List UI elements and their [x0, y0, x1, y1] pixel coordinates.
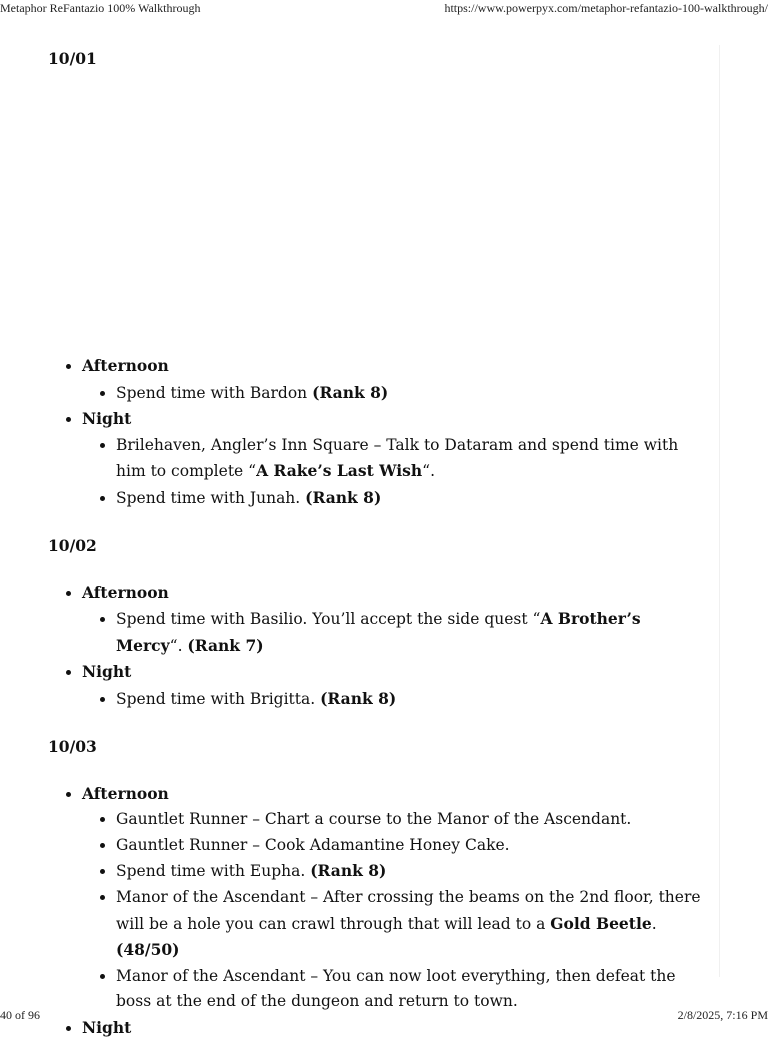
task-list	[82, 606, 708, 659]
task-text: Manor of the Ascendant – You can now loot everything, then defeat the boss at the end of the dungeon and return to town.	[116, 966, 676, 1011]
period-item	[82, 353, 708, 406]
quest-name: A Rake’s Last Wish	[256, 461, 423, 481]
task-text: Spend time with Basilio. You’ll accept the side quest “	[116, 610, 541, 629]
period-list	[48, 781, 708, 1041]
date-heading: 10/03	[48, 736, 97, 756]
period-label: Afternoon	[82, 582, 169, 602]
collectible-count: (48/50)	[116, 940, 180, 960]
rank-badge: (Rank 8)	[312, 382, 389, 402]
period-item	[82, 580, 708, 660]
task-item	[116, 380, 708, 407]
task-item	[116, 686, 708, 713]
task-item	[116, 433, 708, 485]
print-datetime: 2/8/2025, 7:16 PM	[677, 1008, 768, 1022]
ad-placeholder	[48, 73, 708, 353]
date-heading: 10/01	[48, 49, 97, 68]
section-spacer	[48, 761, 708, 781]
period-label: Night	[82, 1017, 132, 1037]
task-text-tail: .	[651, 914, 657, 933]
task-item	[116, 807, 708, 833]
quest-name: A Brother’s Mercy	[116, 609, 641, 655]
print-header-title: Metaphor ReFantazio 100% Walkthrough	[0, 1, 201, 15]
rank-badge: (Rank 8)	[310, 861, 387, 881]
rank-badge: (Rank 8)	[305, 487, 382, 507]
task-item	[116, 485, 708, 512]
task-text: Spend time with Brigitta.	[116, 689, 321, 708]
section-spacer	[48, 713, 708, 733]
period-label: Afternoon	[82, 783, 169, 803]
task-list	[82, 686, 708, 713]
task-list	[82, 433, 708, 512]
page-number: 40 of 96	[0, 1008, 40, 1022]
task-item	[116, 885, 708, 964]
print-footer	[0, 1006, 768, 1024]
task-text: Gauntlet Runner – Chart a course to the Manor of the Ascendant.	[116, 810, 632, 829]
print-header-url: https://www.powerpyx.com/metaphor-refantazio-100-walkthrough/	[444, 1, 768, 15]
section-spacer	[48, 512, 708, 532]
period-item	[82, 781, 708, 1015]
rank-badge: (Rank 8)	[320, 688, 397, 708]
task-list	[82, 380, 708, 407]
task-text: Spend time with Eupha.	[116, 862, 311, 881]
task-text: Brilehaven, Angler’s Inn Square – Talk to Dataram and spend time with him to complete “	[116, 435, 679, 481]
task-text: Spend time with Junah.	[116, 488, 306, 507]
task-text-tail: “.	[422, 462, 436, 481]
period-list	[48, 353, 708, 512]
print-header	[0, 0, 768, 18]
article-frame	[22, 45, 720, 1037]
article-content	[48, 45, 708, 1041]
collectible-name: Gold Beetle	[550, 913, 652, 933]
period-list	[48, 580, 708, 713]
period-label: Night	[82, 409, 132, 429]
task-list	[82, 807, 708, 1015]
task-text: Gauntlet Runner – Cook Adamantine Honey Cake.	[116, 835, 510, 854]
task-item	[116, 606, 708, 659]
task-text: Spend time with Bardon	[116, 383, 313, 402]
task-item	[116, 858, 708, 885]
period-item	[82, 659, 708, 712]
period-label: Night	[82, 662, 132, 682]
period-item	[82, 406, 708, 511]
rank-badge: (Rank 7)	[187, 635, 264, 655]
task-text: Manor of the Ascendant – After crossing the beams on the 2nd floor, there will be a hole you can crawl through that will lead to a	[116, 887, 701, 933]
period-label: Afternoon	[82, 356, 169, 375]
section-spacer	[48, 560, 708, 580]
task-item	[116, 833, 708, 859]
task-text-tail: “.	[169, 636, 188, 655]
date-heading: 10/02	[48, 535, 97, 555]
